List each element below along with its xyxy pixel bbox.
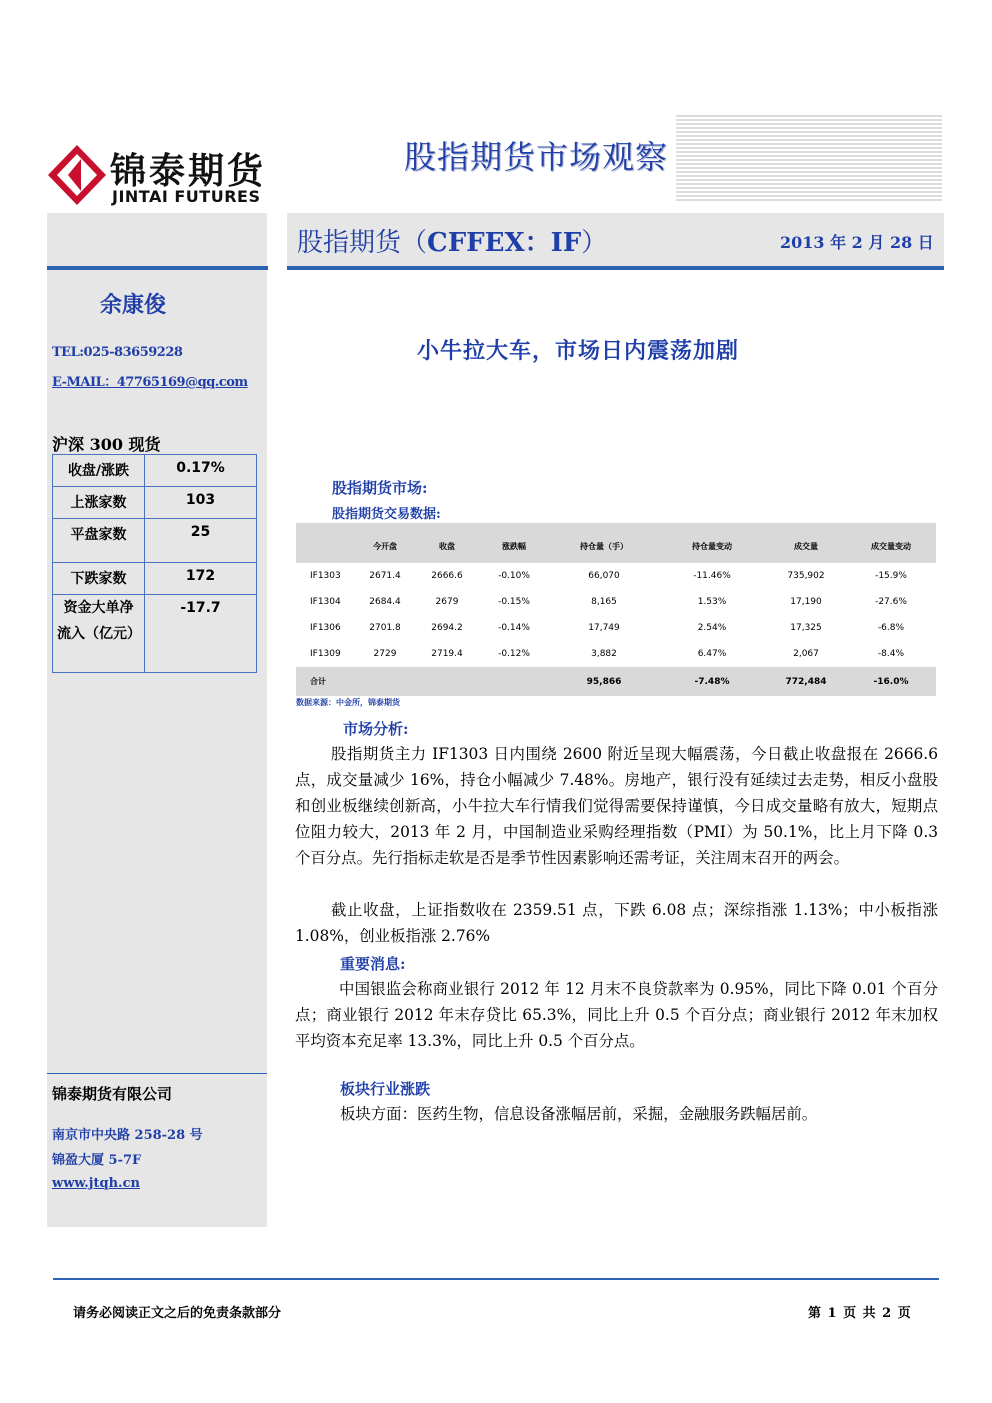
company-logo bbox=[48, 143, 268, 207]
table-cell: 3,882 bbox=[591, 649, 617, 659]
news-paragraph: 中国银监会称商业银行 2012 年 12 月末不良贷款率为 0.95%，同比下降 0.01 个百分点；商业银行 2012 年末存贷比 65.3%，同比上升 0.5 个百分点；商业银行 2012 年末加权平均资本充足率 13.3%，同比上升 0.5 个百分点。 bbox=[295, 980, 938, 1050]
column-header bbox=[296, 523, 354, 563]
table-cell: 772,484 bbox=[766, 667, 846, 696]
data-source: 数据来源：中金所，锦泰期货 bbox=[296, 697, 400, 707]
section-trade-heading: 股指期货交易数据: bbox=[332, 507, 441, 522]
product-prefix: 股指期货（ bbox=[297, 228, 428, 258]
logo-text-cn: 锦泰期货 bbox=[110, 151, 267, 192]
table-row bbox=[296, 615, 936, 641]
table-header-row bbox=[296, 523, 936, 563]
table-cell: -0.12% bbox=[498, 649, 530, 659]
table-cell: -27.6% bbox=[875, 597, 907, 607]
table-cell bbox=[354, 667, 416, 696]
decorative-stripes bbox=[676, 115, 942, 203]
column-header: 成交量 bbox=[766, 523, 846, 563]
table-cell: 1.53% bbox=[697, 597, 727, 607]
table-cell: 8,165 bbox=[591, 597, 617, 607]
logo-text-en: JINTAI FUTURES bbox=[112, 187, 261, 206]
analyst-phone: TEL:025-83659228 bbox=[52, 345, 183, 360]
table-cell: -8.4% bbox=[877, 649, 905, 659]
table-cell: 95,866 bbox=[550, 667, 658, 696]
table-cell: 17,325 bbox=[790, 623, 822, 633]
table-cell: 2666.6 bbox=[431, 571, 463, 581]
company-address: 南京市中央路 258-28 号 bbox=[52, 1128, 203, 1143]
table-cell: -0.15% bbox=[498, 597, 530, 607]
column-header: 持仓量（手） bbox=[550, 523, 658, 563]
company-website-link[interactable]: www.jtqh.cn bbox=[52, 1176, 140, 1191]
table-cell: 2684.4 bbox=[369, 597, 401, 607]
table-cell: 2701.8 bbox=[369, 623, 401, 633]
report-date: 2013 年 2 月 28 日 bbox=[780, 233, 934, 252]
headline: 小牛拉大车，市场日内震荡加剧 bbox=[417, 338, 740, 364]
hs300-value: 172 bbox=[145, 563, 257, 595]
table-cell: 735,902 bbox=[787, 571, 825, 581]
table-cell: 合计 bbox=[296, 667, 354, 696]
table-cell: -15.9% bbox=[875, 571, 907, 581]
table-cell bbox=[416, 667, 478, 696]
hs300-title: 沪深 300 现货 bbox=[52, 435, 161, 454]
table-cell: 2,067 bbox=[793, 649, 819, 659]
hs300-key: 下跌家数 bbox=[53, 563, 145, 595]
analysis-paragraph: 股指期货主力 IF1303 日内围绕 2600 附近呈现大幅震荡，今日截止收盘报在 2666.6 点，成交量减少 16%，持仓小幅减少 7.48%。房地产，银行没有延续过去走势，相反小盘股和创业板继续创新高，小牛拉大车行情我们觉得需要保持谨慎，今日成交量略有放大，短期点位阻力较大，2013 年 2 月，中国制造业采购经理指数（PMI）为 50.1%，比上月下降 0.3 个百分点。先行指标走软是否是季节性因素影响还需考证，关注周末召开的两会。 bbox=[295, 745, 938, 867]
analyst-name: 余康俊 bbox=[100, 292, 167, 318]
column-header: 今开盘 bbox=[354, 523, 416, 563]
table-cell: -0.14% bbox=[498, 623, 530, 633]
column-header: 收盘 bbox=[416, 523, 478, 563]
company-name: 锦泰期货有限公司 bbox=[52, 1085, 173, 1103]
table-cell: 2694.2 bbox=[431, 623, 463, 633]
close-summary-paragraph: 截止收盘，上证指数收在 2359.51 点，下跌 6.08 点；深综指涨 1.13%；中小板指涨 1.08%，创业板指涨 2.76% bbox=[295, 901, 938, 945]
product-band-rule bbox=[287, 266, 944, 270]
section-market-heading: 股指期货市场: bbox=[332, 479, 428, 497]
hs300-value: 103 bbox=[145, 487, 257, 519]
sidebar-header-panel bbox=[47, 213, 267, 267]
company-building: 锦盈大厦 5-7F bbox=[52, 1153, 142, 1168]
futures-table bbox=[296, 523, 936, 696]
section-sector-heading: 板块行业涨跌 bbox=[340, 1080, 431, 1098]
column-header: 成交量变动 bbox=[846, 523, 936, 563]
product-title bbox=[297, 222, 607, 259]
table-cell: 2.54% bbox=[697, 623, 727, 633]
table-row bbox=[296, 641, 936, 667]
table-row bbox=[296, 563, 936, 589]
product-code: CFFEX：IF bbox=[427, 228, 582, 258]
page-number: 第 1 页 共 2 页 bbox=[808, 1306, 912, 1321]
section-analysis-heading: 市场分析: bbox=[343, 720, 409, 738]
table-cell: 66,070 bbox=[588, 571, 620, 581]
hs300-key: 平盘家数 bbox=[53, 519, 145, 563]
table-total-row bbox=[296, 667, 936, 696]
hs300-value: 25 bbox=[145, 519, 257, 563]
table-cell: -11.46% bbox=[693, 571, 731, 581]
column-header: 持仓量变动 bbox=[658, 523, 766, 563]
table-cell: -0.10% bbox=[498, 571, 530, 581]
table-cell: -7.48% bbox=[658, 667, 766, 696]
analyst-email-link[interactable]: E-MAIL：47765169@qq.com bbox=[52, 375, 248, 390]
table-cell: IF1303 bbox=[310, 571, 341, 581]
table-cell: 17,749 bbox=[588, 623, 620, 633]
product-suffix: ） bbox=[581, 228, 608, 258]
table-cell: IF1309 bbox=[310, 649, 341, 659]
table-cell bbox=[478, 667, 550, 696]
hs300-key: 收盘/涨跌 bbox=[53, 455, 145, 487]
table-cell: 17,190 bbox=[790, 597, 822, 607]
footer-rule bbox=[53, 1278, 939, 1280]
table-row bbox=[296, 589, 936, 615]
column-header: 涨跌幅 bbox=[478, 523, 550, 563]
table-cell: 2679 bbox=[435, 597, 459, 607]
table-cell: -16.0% bbox=[846, 667, 936, 696]
table-cell: -6.8% bbox=[877, 623, 905, 633]
table-cell: 2671.4 bbox=[369, 571, 401, 581]
report-title: 股指期货市场观察 bbox=[404, 138, 669, 176]
sidebar-divider bbox=[47, 1073, 267, 1074]
footer-disclaimer: 请务必阅读正文之后的免责条款部分 bbox=[73, 1306, 282, 1321]
hs300-table bbox=[52, 454, 257, 673]
table-cell: IF1304 bbox=[310, 597, 341, 607]
jintai-logo-icon bbox=[48, 145, 106, 205]
table-cell: 6.47% bbox=[697, 649, 727, 659]
hs300-key: 资金大单净流入（亿元） bbox=[53, 595, 145, 673]
table-cell: IF1306 bbox=[310, 623, 341, 633]
hs300-value: -17.7 bbox=[145, 595, 257, 673]
table-cell: 2729 bbox=[373, 649, 397, 659]
table-cell: 2719.4 bbox=[431, 649, 463, 659]
hs300-value: 0.17% bbox=[145, 455, 257, 487]
hs300-key: 上涨家数 bbox=[53, 487, 145, 519]
sector-paragraph: 板块方面：医药生物，信息设备涨幅居前，采掘，金融服务跌幅居前。 bbox=[340, 1105, 818, 1123]
section-news-heading: 重要消息: bbox=[340, 955, 406, 973]
